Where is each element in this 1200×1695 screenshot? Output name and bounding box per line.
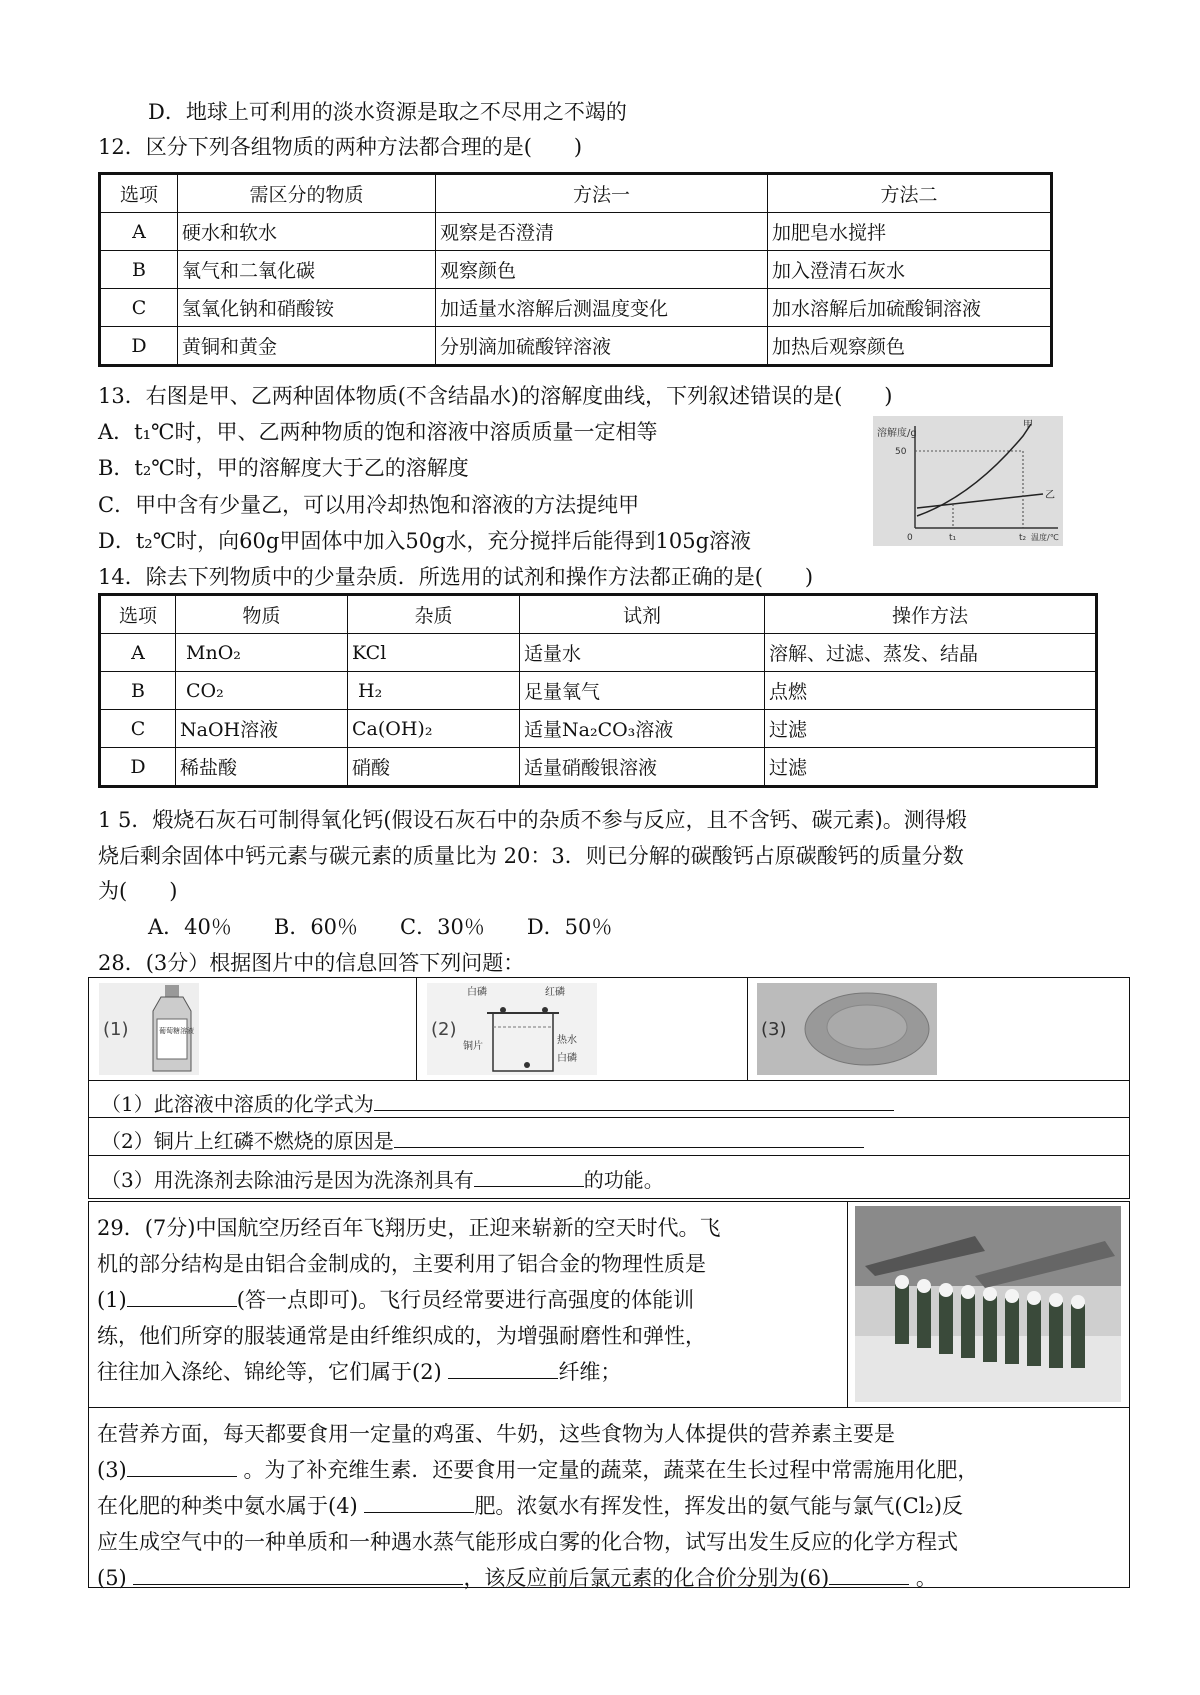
q29-line-10 — [97, 1560, 978, 1596]
t2-label: t₂ — [1019, 533, 1027, 543]
table-row — [100, 710, 1097, 748]
pilots-marching-photo — [855, 1206, 1121, 1402]
glucose-bottle-image — [99, 983, 199, 1075]
q29-line-5-suffix: 纤维； — [558, 1360, 622, 1384]
q29-line-7-text: 。为了补充维生素．还要食用一定量的蔬菜，蔬菜在生长过程中常需施用化肥， — [243, 1458, 979, 1482]
q15-line-3: 为( ) — [98, 879, 178, 903]
blank-number: (1) — [97, 1288, 127, 1312]
q15-line-1: 1 5．煅烧石灰石可制得氧化钙(假设石灰石中的杂质不参与反应，且不含钙、碳元素)。测得煅 — [98, 808, 967, 832]
series-label-yi: 乙 — [1045, 490, 1055, 501]
q13-option-d: D．t₂℃时，向60g甲固体中加入50g水，充分搅拌后能得到105g溶液 — [98, 529, 752, 553]
table-cell: 稀盐酸 — [176, 748, 348, 787]
q12-table — [98, 172, 1053, 367]
table-cell: 点燃 — [765, 672, 1097, 710]
table-cell: 加肥皂水搅拌 — [768, 213, 1052, 251]
label-red-phosphorus: 红磷 — [545, 987, 565, 998]
table-header: 物质 — [176, 595, 348, 634]
q29-line-10-text: ，该反应前后氯元素的化合价分别为(6) — [463, 1566, 830, 1590]
table-cell: 硬水和软水 — [178, 213, 436, 251]
table-cell: C — [100, 289, 178, 327]
q13-option-a: A．t₁℃时，甲、乙两种物质的饱和溶液中溶质质量一定相等 — [98, 420, 658, 444]
table-header: 选项 — [100, 174, 178, 213]
dish-inner — [827, 1005, 907, 1049]
q29-line-8-text: 在化肥的种类中氨水属于(4) — [97, 1494, 358, 1518]
q29-line-6: 在营养方面，每天都要食用一定量的鸡蛋、牛奶，这些食物为人体提供的营养素主要是 — [97, 1422, 895, 1446]
table-cell: 观察是否澄清 — [436, 213, 768, 251]
bottle-label-text: 葡萄糖溶液 — [159, 1027, 194, 1035]
table-cell: 加水溶解后加硫酸铜溶液 — [768, 289, 1052, 327]
table-cell: KCl — [348, 634, 520, 672]
divider — [89, 1407, 1129, 1408]
q29-box — [88, 1201, 1130, 1588]
q14-table — [98, 593, 1098, 788]
q28-box — [88, 977, 1130, 1199]
table-cell: 过滤 — [765, 710, 1097, 748]
table-cell: D — [100, 748, 176, 787]
answer-blank[interactable] — [394, 1129, 864, 1148]
q11-option-d: D．地球上可利用的淡水资源是取之不尽用之不竭的 — [148, 100, 627, 124]
table-header: 杂质 — [348, 595, 520, 634]
q13-stem: 13．右图是甲、乙两种固体物质(不含结晶水)的溶解度曲线，下列叙述错误的是( ) — [98, 384, 893, 408]
image-label-2: (2) — [431, 1019, 457, 1040]
table-cell: 溶解、过滤、蒸发、结晶 — [765, 634, 1097, 672]
q29-line-9: 应生成空气中的一种单质和一种遇水蒸气能形成白雾的化合物，试写出发生反应的化学方程式 — [97, 1530, 958, 1554]
table-header: 方法一 — [436, 174, 768, 213]
q29-line-8 — [97, 1488, 978, 1524]
q13-option-b: B．t₂℃时，甲的溶解度大于乙的溶解度 — [98, 456, 469, 480]
q29-line-10-suffix: 。 — [915, 1566, 937, 1590]
answer-blank[interactable] — [474, 1168, 584, 1187]
q28-answer-3-suffix: 的功能。 — [583, 1168, 664, 1192]
table-row — [100, 327, 1052, 366]
divider — [416, 978, 417, 1080]
table-header: 方法二 — [768, 174, 1052, 213]
q29-line-3-text: (答一点即可)。飞行员经常要进行高强度的体能训 — [236, 1288, 695, 1312]
table-row — [100, 251, 1052, 289]
table-row — [100, 748, 1097, 787]
table-cell: Ca(OH)₂ — [348, 710, 520, 748]
answer-blank[interactable] — [374, 1092, 894, 1111]
blank-number: (3) — [97, 1458, 127, 1482]
table-cell: B — [100, 251, 178, 289]
divider — [89, 1155, 1129, 1156]
table-cell: 氢氧化钠和硝酸铵 — [178, 289, 436, 327]
table-cell: B — [100, 672, 176, 710]
table-row — [100, 289, 1052, 327]
table-row — [100, 634, 1097, 672]
divider — [89, 1117, 1129, 1118]
q29-part-1 — [97, 1210, 720, 1390]
q29-line-5 — [97, 1354, 720, 1390]
answer-blank[interactable] — [133, 1566, 463, 1585]
table-cell: 黄铜和黄金 — [178, 327, 436, 366]
answer-blank[interactable] — [364, 1494, 474, 1513]
table-cell: 观察颜色 — [436, 251, 768, 289]
divider — [747, 978, 748, 1080]
y-tick-label: 50 — [895, 447, 907, 457]
series-label-jia: 甲 — [1023, 420, 1033, 431]
table-header: 试剂 — [520, 595, 765, 634]
table-cell: C — [100, 710, 176, 748]
image-label-3: (3) — [761, 1019, 787, 1040]
q28-answer-2 — [101, 1125, 864, 1154]
table-row — [100, 672, 1097, 710]
origin-label: 0 — [907, 533, 913, 543]
q28-image-row — [89, 978, 1129, 1081]
table-cell: A — [100, 634, 176, 672]
table-cell: 加热后观察颜色 — [768, 327, 1052, 366]
solubility-curve-figure — [873, 416, 1063, 546]
q15-line-2: 烧后剩余固体中钙元素与碳元素的质量比为 20：3．则已分解的碳酸钙占原碳酸钙的质量分数 — [98, 844, 964, 868]
q29-line-3 — [97, 1282, 720, 1318]
q29-line-5-text: 往往加入涤纶、锦纶等，它们属于(2) — [97, 1360, 442, 1384]
table-cell: NaOH溶液 — [176, 710, 348, 748]
table-cell: 分别滴加硫酸锌溶液 — [436, 327, 768, 366]
answer-blank[interactable] — [448, 1360, 558, 1379]
label-white-phosphorus-bottom: 白磷 — [557, 1053, 577, 1064]
table-cell: 适量水 — [520, 634, 765, 672]
table-cell: 足量氧气 — [520, 672, 765, 710]
table-cell: 加适量水溶解后测温度变化 — [436, 289, 768, 327]
table-cell: 加入澄清石灰水 — [768, 251, 1052, 289]
t1-label: t₁ — [949, 533, 957, 543]
image-label-1: (1) — [103, 1019, 129, 1040]
table-row — [100, 595, 1097, 634]
label-white-phosphorus-top: 白磷 — [467, 987, 487, 998]
table-row — [100, 174, 1052, 213]
bottle-cap — [165, 985, 179, 997]
table-cell: 适量Na₂CO₃溶液 — [520, 710, 765, 748]
x-axis-label: 温度/℃ — [1031, 533, 1059, 542]
q29-line-7 — [97, 1452, 978, 1488]
q28-answer-1-text: （1）此溶液中溶质的化学式为 — [101, 1092, 374, 1116]
table-cell: 适量硝酸银溶液 — [520, 748, 765, 787]
white-phosphorus-bottom — [524, 1062, 530, 1068]
q28-answer-3-text: （3）用洗涤剂去除油污是因为洗涤剂具有 — [101, 1168, 474, 1192]
bottle-label — [157, 1019, 187, 1059]
q28-answer-1 — [101, 1088, 894, 1117]
table-cell: A — [100, 213, 178, 251]
q14-stem: 14．除去下列物质中的少量杂质．所选用的试剂和操作方法都正确的是( ) — [98, 565, 814, 589]
detergent-image — [757, 983, 937, 1075]
table-header: 需区分的物质 — [178, 174, 436, 213]
q29-line-4: 练，他们所穿的服装通常是由纤维织成的，为增强耐磨性和弹性， — [97, 1324, 706, 1348]
answer-blank[interactable] — [829, 1566, 909, 1585]
q29-line-1: 29．(7分)中国航空历经百年飞翔历史，正迎来崭新的空天时代。飞 — [97, 1216, 721, 1240]
q13-option-c: C．甲中含有少量乙，可以用冷却热饱和溶液的方法提纯甲 — [98, 493, 640, 517]
q28-stem: 28．(3分）根据图片中的信息回答下列问题： — [98, 951, 525, 975]
table-cell: MnO₂ — [176, 634, 348, 672]
q12-stem: 12．区分下列各组物质的两种方法都合理的是( ) — [98, 135, 583, 159]
table-cell: H₂ — [348, 672, 520, 710]
red-phosphorus — [542, 1007, 548, 1013]
blank-number: (5) — [97, 1566, 127, 1590]
q29-line-2: 机的部分结构是由铝合金制成的，主要利用了铝合金的物理性质是 — [97, 1252, 706, 1276]
y-axis-label: 溶解度/g — [877, 428, 917, 439]
table-cell: 过滤 — [765, 748, 1097, 787]
q15-options: A．40％ B．60％ C．30％ D．50％ — [148, 915, 613, 939]
table-cell: D — [100, 327, 178, 366]
q29-part-2 — [97, 1416, 978, 1596]
answer-blank[interactable] — [127, 1288, 237, 1307]
phosphorus-experiment-image — [427, 983, 597, 1075]
table-cell: CO₂ — [176, 672, 348, 710]
table-cell: 氧气和二氧化碳 — [178, 251, 436, 289]
table-header: 操作方法 — [765, 595, 1097, 634]
label-copper-sheet: 铜片 — [463, 1041, 483, 1052]
answer-blank[interactable] — [127, 1458, 237, 1477]
divider — [847, 1202, 848, 1407]
label-hot-water: 热水 — [557, 1035, 577, 1046]
q28-answer-2-text: （2）铜片上红磷不燃烧的原因是 — [101, 1129, 394, 1153]
q29-line-8-suffix: 肥。浓氨水有挥发性，挥发出的氨气能与氯气(Cl₂)反 — [474, 1494, 964, 1518]
table-header: 选项 — [100, 595, 176, 634]
table-row — [100, 213, 1052, 251]
table-cell: 硝酸 — [348, 748, 520, 787]
white-phosphorus-top — [500, 1007, 506, 1013]
q28-answer-3 — [101, 1164, 664, 1193]
